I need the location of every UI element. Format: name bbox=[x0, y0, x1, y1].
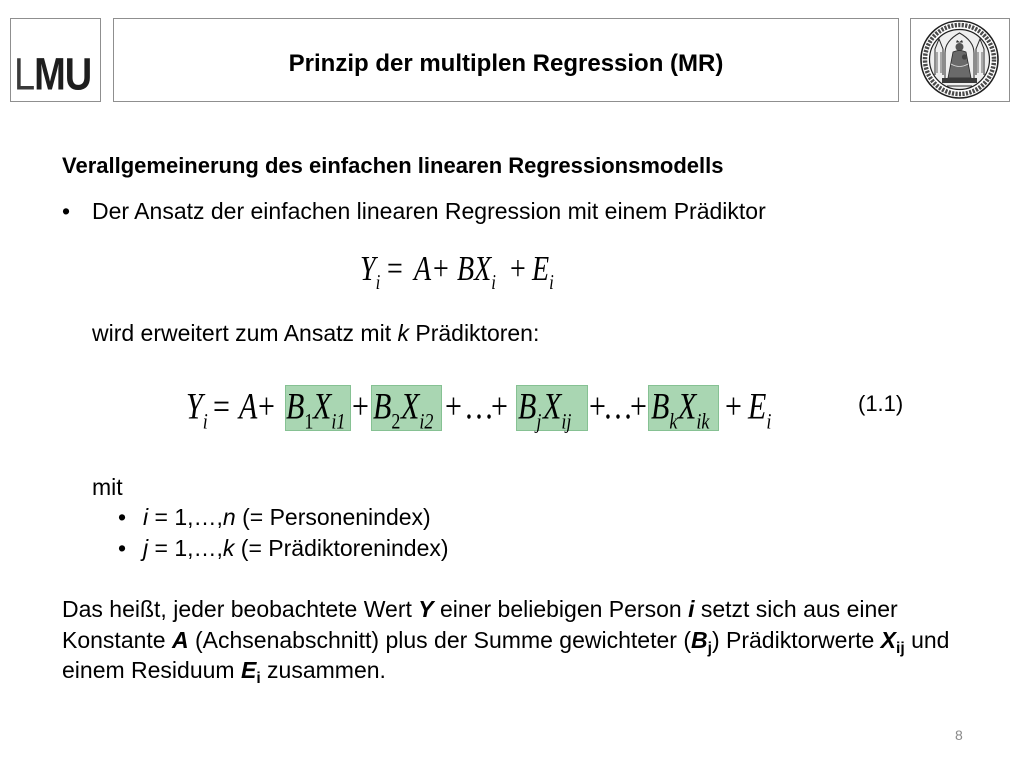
index-description: (= Personenindex) bbox=[235, 504, 431, 530]
eq2-termj-b-symbol: B bbox=[518, 385, 537, 427]
eq1-y-symbol: Y bbox=[360, 250, 376, 289]
eq2-plus: + bbox=[725, 385, 742, 427]
summary-var-a: A bbox=[171, 627, 189, 653]
eq1-y-subscript: i bbox=[375, 270, 381, 294]
eq1-equals: = bbox=[387, 250, 403, 289]
eq2-termk-x-subscript: ik bbox=[696, 407, 710, 433]
eq2-term2-x bbox=[401, 385, 434, 433]
eq2-plus: + bbox=[352, 385, 369, 427]
eq2-ellipsis: … bbox=[464, 385, 494, 427]
lmu-logo-wordmark bbox=[14, 50, 92, 101]
eq1-e-subscript: i bbox=[549, 270, 554, 294]
summary-line-3 bbox=[62, 659, 386, 685]
eq1-plus: + bbox=[510, 250, 526, 289]
extension-text-after: Prädiktoren: bbox=[408, 320, 540, 346]
summary-var-b-subscript: j bbox=[707, 639, 712, 657]
title-bar bbox=[113, 18, 899, 102]
extension-k: k bbox=[397, 320, 409, 346]
eq2-term2-x-subscript: i2 bbox=[419, 407, 434, 433]
summary-var-x: X bbox=[880, 627, 897, 653]
eq2-e bbox=[748, 385, 772, 433]
index-range: = 1,…, bbox=[148, 535, 223, 561]
eq2-term1-b-symbol: B bbox=[286, 385, 305, 427]
eq2-term2-b-subscript: 2 bbox=[391, 407, 401, 433]
eq2-plus: + bbox=[258, 385, 275, 427]
summary-var-x-subscript: ij bbox=[896, 639, 905, 657]
index-var: j bbox=[143, 535, 149, 561]
eq2-plus: + bbox=[491, 385, 508, 427]
eq1-e bbox=[532, 250, 554, 294]
eq2-plus: + bbox=[589, 385, 606, 427]
summary-text: ) Prädiktorwerte bbox=[711, 627, 881, 653]
eq2-termk-b-symbol: B bbox=[651, 385, 670, 427]
summary-var-e-subscript: i bbox=[256, 669, 261, 687]
eq2-term1-x-symbol: X bbox=[313, 385, 332, 427]
eq2-e-subscript: i bbox=[766, 407, 772, 433]
summary-var-e: E bbox=[240, 657, 257, 683]
logo-letters-mu: MU bbox=[34, 50, 92, 101]
eq2-termj-x-symbol: X bbox=[543, 385, 562, 427]
summary-var-b: B bbox=[690, 627, 708, 653]
index-description: (= Prädiktorenindex) bbox=[234, 535, 449, 561]
extension-text bbox=[92, 322, 539, 345]
eq2-termj-b bbox=[518, 385, 542, 433]
summary-var-i: i bbox=[688, 596, 695, 622]
index-end: n bbox=[222, 504, 236, 530]
eq2-y-subscript: i bbox=[202, 407, 208, 433]
eq2-term1-x bbox=[313, 385, 346, 433]
extension-text-before: wird erweitert zum Ansatz mit bbox=[92, 320, 398, 346]
index-var: i bbox=[143, 504, 149, 530]
eq1-e-symbol: E bbox=[532, 250, 550, 289]
university-seal-icon bbox=[911, 19, 1008, 100]
logo-letter-l: L bbox=[14, 50, 35, 101]
slide-title: Prinzip der multiplen Regression (MR) bbox=[288, 50, 724, 77]
summary-text: Konstante bbox=[62, 627, 172, 653]
eq2-term2-b bbox=[373, 385, 401, 433]
index-item-predictor bbox=[143, 537, 449, 560]
eq2-termk-x bbox=[678, 385, 710, 433]
bullet: • bbox=[62, 198, 71, 224]
section-heading: Verallgemeinerung des einfachen linearen Regressionsmodells bbox=[62, 153, 724, 178]
page-number: 8 bbox=[955, 727, 963, 743]
eq2-term1-b-subscript: 1 bbox=[304, 407, 314, 433]
eq2-termk-b bbox=[651, 385, 678, 433]
eq2-equals: = bbox=[213, 385, 230, 427]
summary-line-2 bbox=[62, 629, 949, 655]
eq2-e-symbol: E bbox=[748, 385, 767, 427]
summary-var-y: Y bbox=[418, 596, 434, 622]
eq2-term1-b bbox=[286, 385, 314, 433]
summary-text: und bbox=[904, 627, 950, 653]
eq2-termk-b-subscript: k bbox=[669, 407, 678, 433]
eq2-plus: + bbox=[445, 385, 462, 427]
eq2-term2-b-symbol: B bbox=[373, 385, 392, 427]
summary-text: zusammen. bbox=[260, 657, 386, 683]
eq1-bx bbox=[457, 250, 496, 294]
eq2-y-symbol: Y bbox=[186, 385, 203, 427]
summary-text: setzt sich aus einer bbox=[694, 596, 898, 622]
eq2-term1-x-subscript: i1 bbox=[331, 407, 346, 433]
summary-text: einer beliebigen Person bbox=[433, 596, 689, 622]
eq1-bx-symbol: BX bbox=[457, 250, 492, 289]
eq1-a: A bbox=[414, 250, 432, 289]
eq2-termk-x-symbol: X bbox=[678, 385, 697, 427]
equation-simple-regression bbox=[0, 250, 1024, 294]
eq1-y bbox=[360, 250, 381, 294]
eq2-a: A bbox=[239, 385, 258, 427]
bullet: • bbox=[118, 504, 127, 530]
eq2-termj-x bbox=[543, 385, 572, 433]
eq2-termj-b-subscript: j bbox=[536, 407, 542, 433]
index-item-person bbox=[143, 506, 431, 529]
summary-text: einem Residuum bbox=[62, 657, 241, 683]
summary-text: (Achsenabschnitt) plus der Summe gewichteter ( bbox=[188, 627, 691, 653]
index-range: = 1,…, bbox=[148, 504, 223, 530]
mit-label: mit bbox=[92, 474, 123, 500]
eq1-plus: + bbox=[433, 250, 449, 289]
eq1-bx-subscript: i bbox=[491, 270, 496, 294]
eq2-y bbox=[186, 385, 208, 433]
lmu-logo bbox=[10, 18, 101, 102]
eq2-plus: + bbox=[630, 385, 647, 427]
eq2-term2-x-symbol: X bbox=[401, 385, 420, 427]
index-end: k bbox=[222, 535, 235, 561]
summary-text: Das heißt, jeder beobachtete Wert bbox=[62, 596, 419, 622]
equation-number: (1.1) bbox=[858, 391, 904, 416]
eq2-termj-x-subscript: ij bbox=[561, 407, 572, 433]
summary-line-1 bbox=[62, 598, 898, 621]
intro-bullet-text: Der Ansatz der einfachen linearen Regression mit einem Prädiktor bbox=[92, 198, 766, 224]
eq2-ellipsis: … bbox=[603, 385, 633, 427]
university-seal-frame bbox=[910, 18, 1010, 102]
bullet: • bbox=[118, 535, 127, 561]
